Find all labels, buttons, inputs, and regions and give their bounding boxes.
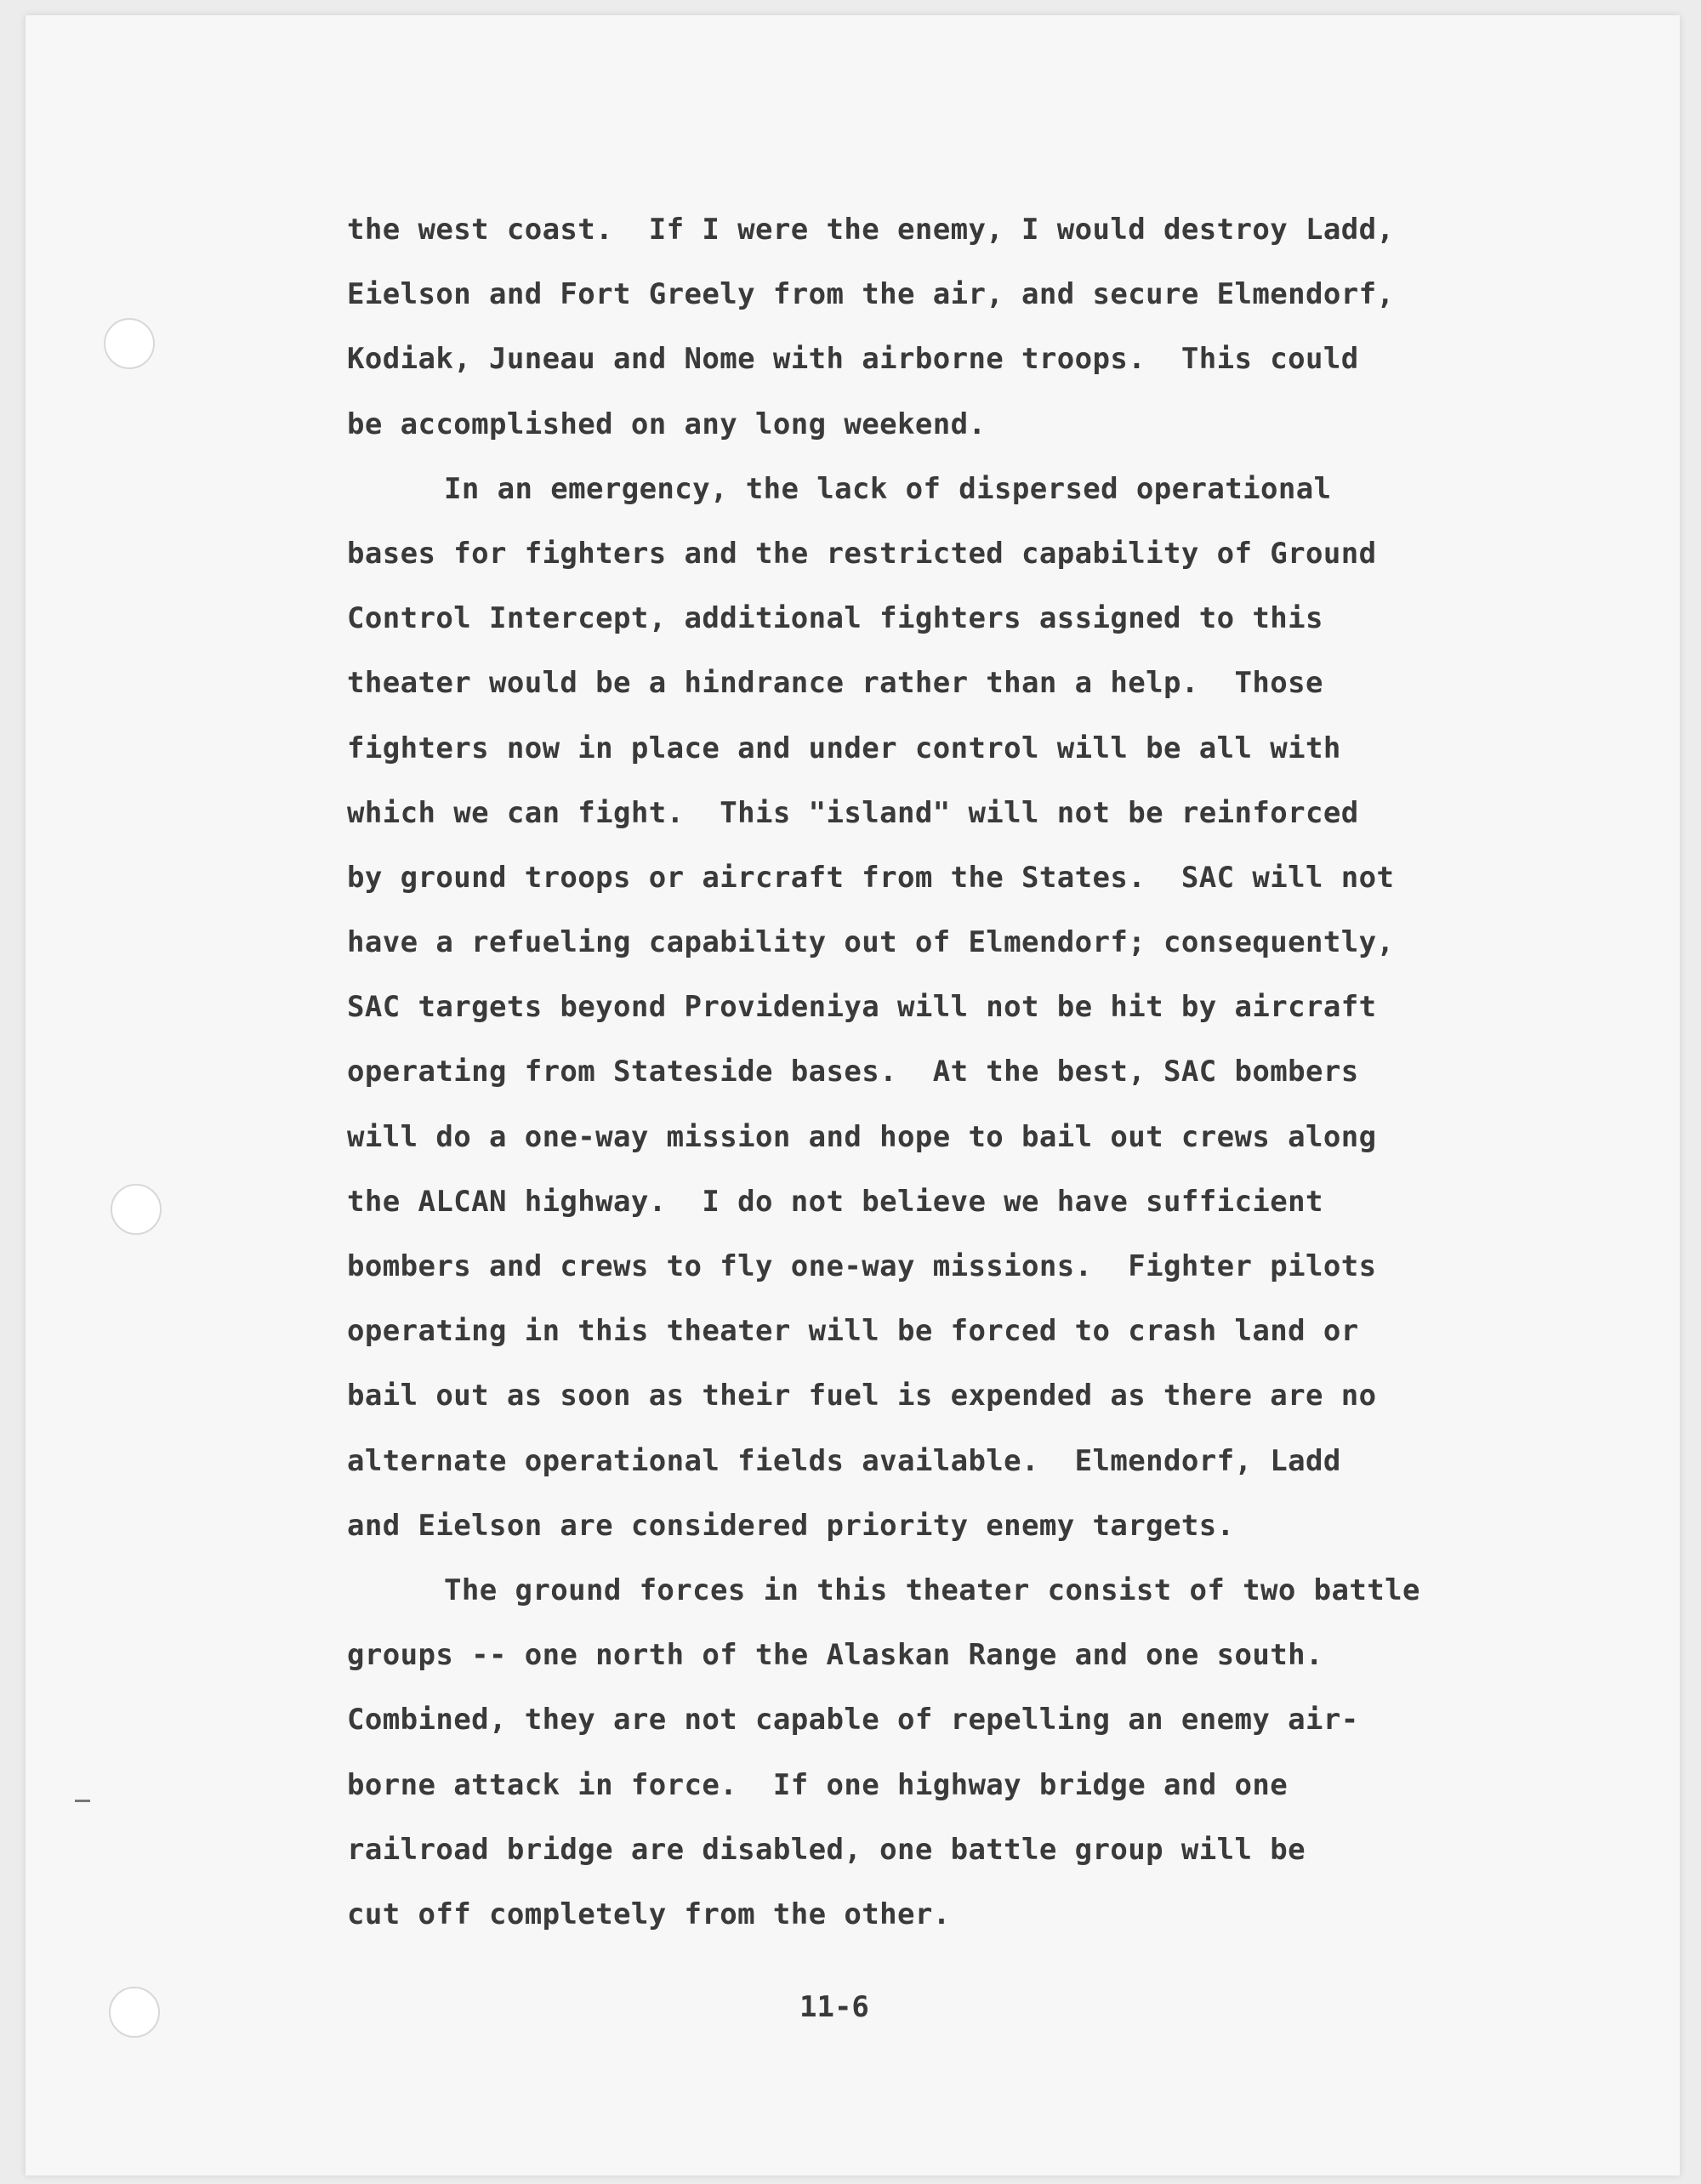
- text-line: by ground troops or aircraft from the States. SAC will not: [347, 860, 1395, 895]
- text-line: bail out as soon as their fuel is expended as there are no: [347, 1379, 1377, 1413]
- page-number: 11-6: [799, 1990, 869, 2024]
- text-line: The ground forces in this theater consist of two battle: [444, 1573, 1420, 1607]
- punch-hole: [111, 1184, 162, 1235]
- text-line: borne attack in force. If one highway bridge and one: [347, 1767, 1289, 1802]
- text-line: which we can fight. This "island" will not be reinforced: [347, 795, 1359, 830]
- text-line: alternate operational fields available. Elmendorf, Ladd: [347, 1443, 1341, 1478]
- text-line: fighters now in place and under control will be all with: [347, 731, 1341, 765]
- margin-mark: [75, 1800, 90, 1802]
- text-line: be accomplished on any long weekend.: [347, 407, 987, 441]
- punch-hole: [109, 1987, 160, 2038]
- text-line: have a refueling capability out of Elmendorf; consequently,: [347, 925, 1395, 960]
- text-line: will do a one-way mission and hope to bail out crews along: [347, 1119, 1377, 1154]
- text-line: Eielson and Fort Greely from the air, and secure Elmendorf,: [347, 277, 1395, 312]
- punch-hole: [104, 318, 155, 369]
- text-line: cut off completely from the other.: [347, 1897, 951, 1931]
- text-line: bombers and crews to fly one-way missions. Fighter pilots: [347, 1249, 1377, 1283]
- text-line: theater would be a hindrance rather than a help. Those: [347, 666, 1323, 701]
- text-line: Combined, they are not capable of repelling an enemy air-: [347, 1703, 1359, 1738]
- text-line: operating in this theater will be forced to crash land or: [347, 1314, 1359, 1349]
- text-line: bases for fighters and the restricted capability of Ground: [347, 536, 1377, 571]
- text-line: Kodiak, Juneau and Nome with airborne troops. This could: [347, 342, 1359, 377]
- typed-body-text: [347, 197, 1555, 1947]
- text-line: the west coast. If I were the enemy, I would destroy Ladd,: [347, 213, 1395, 247]
- text-line: Control Intercept, additional fighters assigned to this: [347, 601, 1323, 636]
- text-line: the ALCAN highway. I do not believe we have sufficient: [347, 1184, 1323, 1219]
- text-line: SAC targets beyond Provideniya will not be hit by aircraft: [347, 990, 1377, 1025]
- text-line: groups -- one north of the Alaskan Range and one south.: [347, 1638, 1323, 1673]
- text-line: operating from Stateside bases. At the best, SAC bombers: [347, 1055, 1359, 1089]
- text-line: and Eielson are considered priority enemy targets.: [347, 1508, 1235, 1543]
- text-line: In an emergency, the lack of dispersed operational: [444, 471, 1332, 506]
- text-line: railroad bridge are disabled, one battle group will be: [347, 1832, 1306, 1867]
